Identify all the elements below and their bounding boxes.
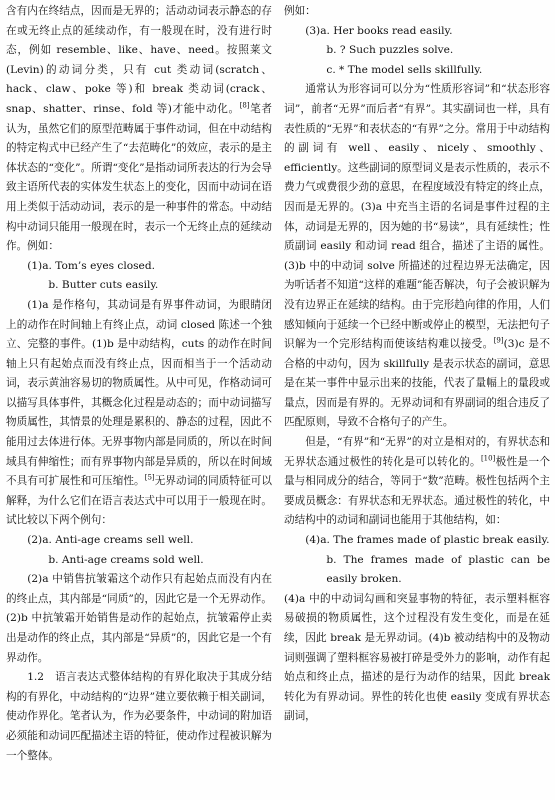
left-text-column [6, 2, 272, 800]
citation-marker: [8] [239, 101, 250, 110]
right-text-column [284, 2, 550, 800]
example-sentence: c. * The model sells skillfully. [326, 63, 483, 76]
citation-marker: [5] [144, 473, 155, 482]
example-sentence: (2)a. Anti-age creams sell well. [27, 534, 194, 547]
paragraph: (2)a 中销售抗皱霜这个动作只有起始点而没有内在的终止点，其内部是“同质”的，因此它是一个无界动作。(2)b 中抗皱霜开始销售是动作的起始点，抗皱霜停止卖出是动作的终止点，其内部是“异质”的，因此它是一个有界动作。 [6, 573, 272, 664]
example-sentence: (3)a. Her books read easily. [305, 24, 453, 37]
paragraph: (1)a 是作格句，其动词是有界事件动词，为眼睛闭上的动作在时间轴上有终止点，动词 closed 陈述一个独立、完整的事件。(1)b 是中动结构，cuts 的动作在时间轴上只有起始点而没有终止点，因而相当于一个活动动词，表示黄油容易切的物质属性。从中可见，作格动词可以描写具体事件，其概念化过程是动态的；而中动词描写物质属性，其情景的处理是累积的、静态的过程，因此不能用过去体进行体。无界事物内部是同质的，所以在时间域具有伸缩性；而有界事物内部是异质的，所以在时间域不具有可扩展性和可压缩性。[5]无界动词的同质特征可以解释，为什么它们在语言表达式中可以用于一般现在时。试比较以下两个例句： [6, 298, 273, 527]
paragraph: 但是，“有界”和“无界”的对立是相对的，有界状态和无界状态通过极性的转化是可以转化的。[10]极性是一个量与相同成分的结合，等同于“数”范畴。极性包括两个主要成员概念：有界状态和无界状态。通过极性的转化，中动结构中的动词和副词也能用于其他结构，如： [284, 436, 551, 527]
example-sentence: b. Butter cuts easily. [48, 279, 159, 292]
example-sentence: b. The frames made of plastic can be easily broken. [326, 553, 550, 586]
example-sentence: (1)a. Tom’s eyes closed. [27, 259, 155, 272]
paragraph: 含有内在终结点，因而是无界的；活动动词表示静态的存在或无终止点的延续动作，有一般现在时，没有进行时态，例如 resemble、like、have、need。按照莱文(Levin)的动词分类，只有 cut 类动词(scratch、hack、claw、poke 等)和 break 类动词(crack、snap、shatter、rinse、fold 等)才能中动化。[8]笔者认为，虽然它们的原型范畴属于事件动词，但在中动结构的特定构式中已经产生了“去范畴化”的效应，表示的是主体状态的“变化”。所谓“变化”是指动词所表达的行为会导致主语所代表的实体发生状态上的变化，因而中动词在语用上类似于活动动词，表示的是一种事件的常态。中动结构中动词只能用一般现在时，表示一个无终止点的延续动作。例如： [6, 5, 272, 253]
paragraph: 例如： [284, 5, 316, 17]
example-sentence: b. Anti-age creams sold well. [48, 553, 204, 566]
example-sentence: b. ? Such puzzles solve. [326, 44, 454, 57]
citation-marker: [9] [493, 336, 504, 345]
example-sentence: (4)a. The frames made of plastic break easily. [305, 534, 550, 547]
citation-marker: [10] [480, 454, 496, 463]
paragraph: 通常认为形容词可以分为“性质形容词”和“状态形容词”，前者“无界”而后者“有界”。其实副词也一样，具有表性质的“无界”和表状态的“有界”之分。常用于中动结构的副词有 well、easily、nicely、smoothly、efficiently。这些副词的原型词义是表示性质的，表示不费力气或费很少劲的意思，在程度域没有特定的终止点，因而是无界的。(3)a 中充当主语的名词是事件过程的主体，动词是无界的，因为她的书“易读”，具有延续性；性质副词 easily 和动词 read 组合，描述了主语的属性。(3)b 中的中动词 solve 所描述的过程边界无法确定，因为听话者不知道“这样的难题”能否解决，句子会被识解为没有边界正在延续的结构。由于完形趋向律的作用，人们感知倾向于延续一个已经中断或停止的模型，无法把句子识解为一个完形结构而使该结构难以接受。[9](3)c 是不合格的中动句，因为 skillfully 是表示状态的副词，意思是在某一事件中显示出来的技能，代表了量幅上的量段或量点，因而是有界的。无界动词和有界副词的组合违反了匹配原则，导致不合格句子的产生。 [284, 83, 551, 429]
paragraph: 1.2 语言表达式整体结构的有界化取决于其成分结构的有界化，中动结构的“边界”建立要依赖于相关副词，使动作界化。笔者认为，作为必要条件，中动词的附加语必须能和动词匹配描述主语的特征，使动作过程被识解为一个整体。 [6, 671, 272, 762]
paragraph: (4)a 中的中动词勾画和突显事物的特征，表示塑料框容易破损的物质属性，这个过程没有发生变化，而是在延续，因此 break 是无界动词。(4)b 被动结构中的及物动词则强调了塑料框容易被打碎是受外力的影响，动作有起始点和终止点，描述的是行为动作的结果，因此 break 转化为有界动词。界性的转化也使 easily 变成有界状态副词， [284, 592, 550, 723]
